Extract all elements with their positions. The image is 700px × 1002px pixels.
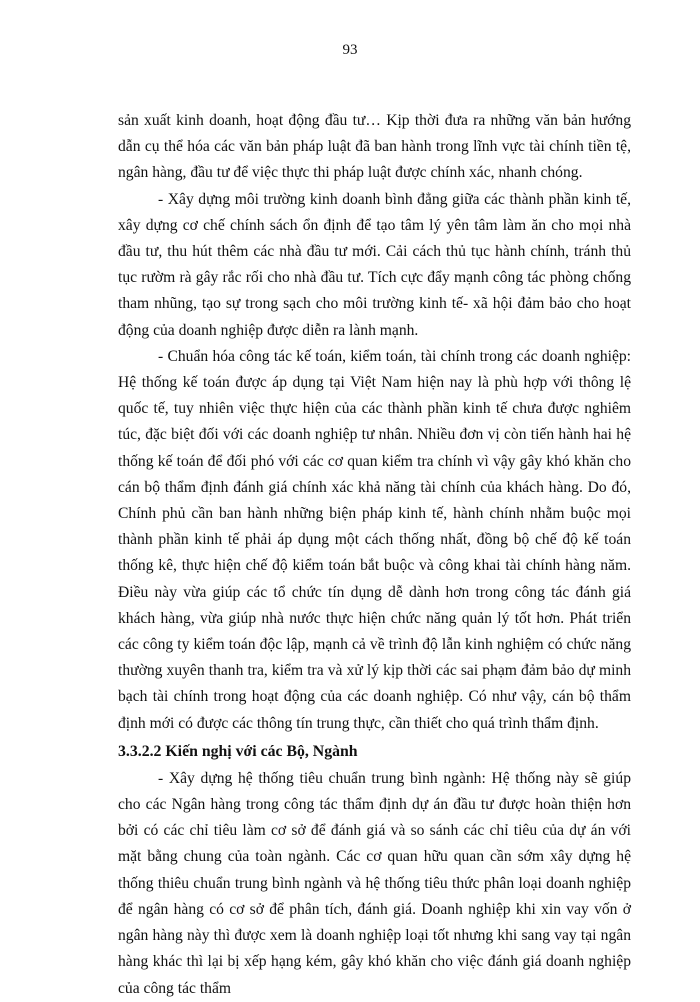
paragraph-continuation: sản xuất kinh doanh, hoạt động đầu tư… Kịp thời đưa ra những văn bản hướng dẫn cụ thể hóa các văn bản pháp luật đã ban hành trong lĩnh vực tài chính tiền tệ, ngân hàng, đầu tư để việc thực thi pháp luật được chính xác, nhanh chóng. [118,112,631,182]
section-heading: 3.3.2.2 Kiến nghị với các Bộ, Ngành [118,742,358,760]
page-number: 93 [342,42,358,58]
paragraph-industry-standards: - Xây dựng hệ thống tiêu chuẩn trung bình ngành: Hệ thống này sẽ giúp cho các Ngân hàng trong công tác thẩm định dự án đầu tư được hoàn thiện hơn bởi có các chỉ tiêu làm cơ sở để đánh giá và so sánh các chỉ tiêu của dự án với mặt bằng chung của toàn ngành. Các cơ quan hữu quan cần sớm xây dựng hệ thống thiêu chuẩn trung bình ngành và hệ thống tiêu thức phân loại doanh nghiệp để ngân hàng có cơ sở để phân tích, đánh giá. Doanh nghiệp khi xin vay vốn ở ngân hàng này thì được xem là doanh nghiệp loại tốt nhưng khi sang vay tại ngân hàng khác thì lại bị xếp hạng kém, gây khó khăn cho việc đánh giá doanh nghiệp của công tác thẩm [118,769,631,997]
body-text [118,108,631,1002]
paragraph-accounting-standardization: - Chuẩn hóa công tác kế toán, kiểm toán, tài chính trong các doanh nghiệp: Hệ thống kế toán được áp dụng tại Việt Nam hiện nay là phù hợp với thông lệ quốc tế, tuy nhiên việc thực hiện của các thành phần kinh tế chưa được nghiêm túc, đặc biệt đối với các doanh nghiệp tư nhân. Nhiều đơn vị còn tiến hành hai hệ thống kế toán để đối phó với các cơ quan kiểm tra chính vì vậy gây khó khăn cho cán bộ thẩm định đánh giá chính xác khả năng tài chính của khách hàng. Do đó, Chính phủ cần ban hành những biện pháp kinh tế, hành chính nhằm buộc mọi thành phần kinh tế phải áp dụng một cách thống nhất, đồng bộ chế độ kế toán thống kê, thực hiện chế độ kiểm toán bắt buộc và công khai tài chính hàng năm. Điều này vừa giúp các tổ chức tín dụng dễ dành hơn trong công tác đánh giá khách hàng, vừa giúp nhà nước thực hiện chức năng quản lý tốt hơn. Phát triển các công ty kiểm toán độc lập, mạnh cả về trình độ lẫn kinh nghiệm có chức năng thường xuyên thanh tra, kiểm tra và xử lý kịp thời các sai phạm đảm bảo dự minh bạch tài chính trong hoạt động của các doanh nghiệp. Có như vậy, cán bộ thẩm định mới có được các thông tín trung thực, cần thiết cho quá trình thẩm định. [118,347,631,732]
paragraph-business-environment: - Xây dựng môi trường kinh doanh bình đẳng giữa các thành phần kinh tế, xây dựng cơ chế chính sách ổn định để tạo tâm lý yên tâm làm ăn cho mọi nhà đầu tư, thu hút thêm các nhà đầu tư mới. Cải cách thủ tục hành chính, tránh thủ tục rườm rà gây rắc rối cho nhà đầu tư. Tích cực đẩy mạnh công tác phòng chống tham nhũng, tạo sự trong sạch cho môi trường kinh tế- xã hội đảm bảo cho hoạt động của doanh nghiệp được diễn ra lành mạnh. [118,190,631,339]
